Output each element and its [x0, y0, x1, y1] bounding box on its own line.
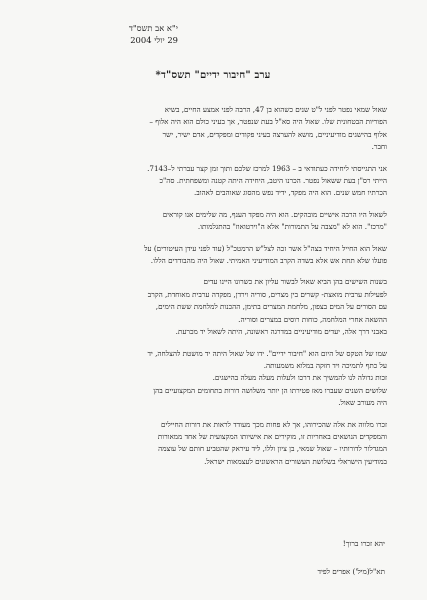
paragraph-7	[39, 419, 387, 469]
text-line: ההשאה אחרי המלחמה, כוחות רוסים במצרים וסוריה.	[238, 314, 387, 324]
text-line: באבני דרך אלה, יעדים מודיעיניים במדרגה ראשונה, היתה לשאול יד מכרעת.	[175, 327, 387, 337]
text-line: פועלו שלא תחת אש אלא בשדה הקרב המודיעיני האמיתי. שאול היה מהבודדים הללו.	[150, 256, 387, 266]
paragraph-3	[39, 209, 387, 234]
text-line: עם הסורים על המים בצפון, מלחמת המצרים בתימן, ההכנות למלחמת ששת הימים,	[155, 302, 387, 312]
paragraph-6	[39, 348, 387, 410]
text-line: וחבר.	[371, 142, 387, 152]
text-line: שאול הוא החייל היחיד בצה"ל אשר זכה לצל"ש הרמטכ"ל (עוד לפני עידן העיטורים) על	[144, 243, 387, 253]
paragraph-5	[39, 276, 387, 338]
paragraph-1	[39, 104, 387, 154]
text-line: היה מעורב שאול.	[338, 398, 387, 408]
closing-line: יהא זכרו ברוך!	[342, 539, 385, 548]
text-line: המגדלור לדורותיו – שאול שמאי, בן ציון וללו, ליד עיראק שהטביע חותם של עוצמה	[158, 444, 387, 454]
text-line: "מרכז". הוא לא "מצבה על התמורות" אלא ה"וירטואוז" בהתגלמותו.	[197, 222, 387, 232]
text-line: שלושים השנים שעברו מאז פטירתו הן יותר משלושה דורות בתחומים המקצועיים בהן	[153, 385, 387, 395]
text-line: במודיעין הישראלי בשלושת העשורים הראשונים לעצמאות ישראל.	[204, 456, 387, 466]
paragraph-4	[39, 243, 387, 268]
text-line: לשאול היו הרבה אישיים מובהקים. הוא היה מפקד הענף, מה שלימים אנו קוראים	[162, 209, 387, 219]
paragraph-2	[39, 163, 387, 200]
text-line: בשנות השישים בהן הביא שאול לבשור עליון את כשרונו היינו עדים	[203, 277, 387, 287]
signature: תא"ל(מיל') אפרים לפיד	[317, 567, 385, 576]
text-line: אני התגייסתי ליחידה כעתודאי ב – 1963 למרכז שלכם ותוך זמן קצר עברתי ל–7143.	[147, 163, 387, 173]
hebrew-date: י"א אב תשס"ד	[128, 23, 178, 33]
text-line: זכרו מלווה את אלה שהכירוהו, אך לא פחות מכך מעודד לראות את דורות החיילים	[161, 419, 387, 429]
text-line: שאול שמאי נפטר לפני ל"ט שנים כשהוא בן 47, הרבה לפני אמצע החיים, בשיא	[164, 105, 387, 114]
date-block	[88, 22, 178, 46]
text-line: שמו של הטקס של היום הוא "חיבור ידיים". ידו של שאול היתה יד מושטת להצלחה, יד	[147, 348, 387, 358]
letter-body	[39, 104, 387, 477]
text-line: לפעילות ערבית מואצת- קשרים בין מצרים, סוריה וירדן, מפקדה ערבית מאוחדת, הקרב	[147, 289, 387, 299]
gregorian-date: 29 יולי 2004	[130, 35, 178, 45]
text-line: אלוף בהישגים מודיעיניים, מושא להערצה בעיני פקודים ומפקדים, אדם ישיר, ישר	[162, 129, 387, 139]
text-line: הכרתיו חמש שנים. הוא היה מפקד, ידיד נפש מהסוג שאוהבים לאהוב.	[193, 188, 387, 198]
document-title: ערב "חיבור ידיים" תשס"ד*	[155, 70, 271, 81]
text-line: והמפקדים הנושאים באחריות זו, מוקירים את אישיותו המקצועית של אחד ממאורות	[157, 431, 387, 441]
text-line: הפוריות הבטחונית שלו. שאול היה סא"ל בעת שנפטר, אך בעיני כולם הוא היה אלוף –	[149, 117, 387, 127]
text-line: הייתי רס"ן בעת ששאול נפטר. הכרנו היטב, היחידה היתה קטנה ומשפחתית. סה"כ	[159, 176, 387, 186]
text-line: זכות גדולה לנו להמשיך את דרכו ולעלות מעלה מעלה בהישגים.	[212, 373, 387, 383]
text-line: על כתף לתמיכה ויד חזקה במלוא משמעותה.	[263, 360, 387, 370]
